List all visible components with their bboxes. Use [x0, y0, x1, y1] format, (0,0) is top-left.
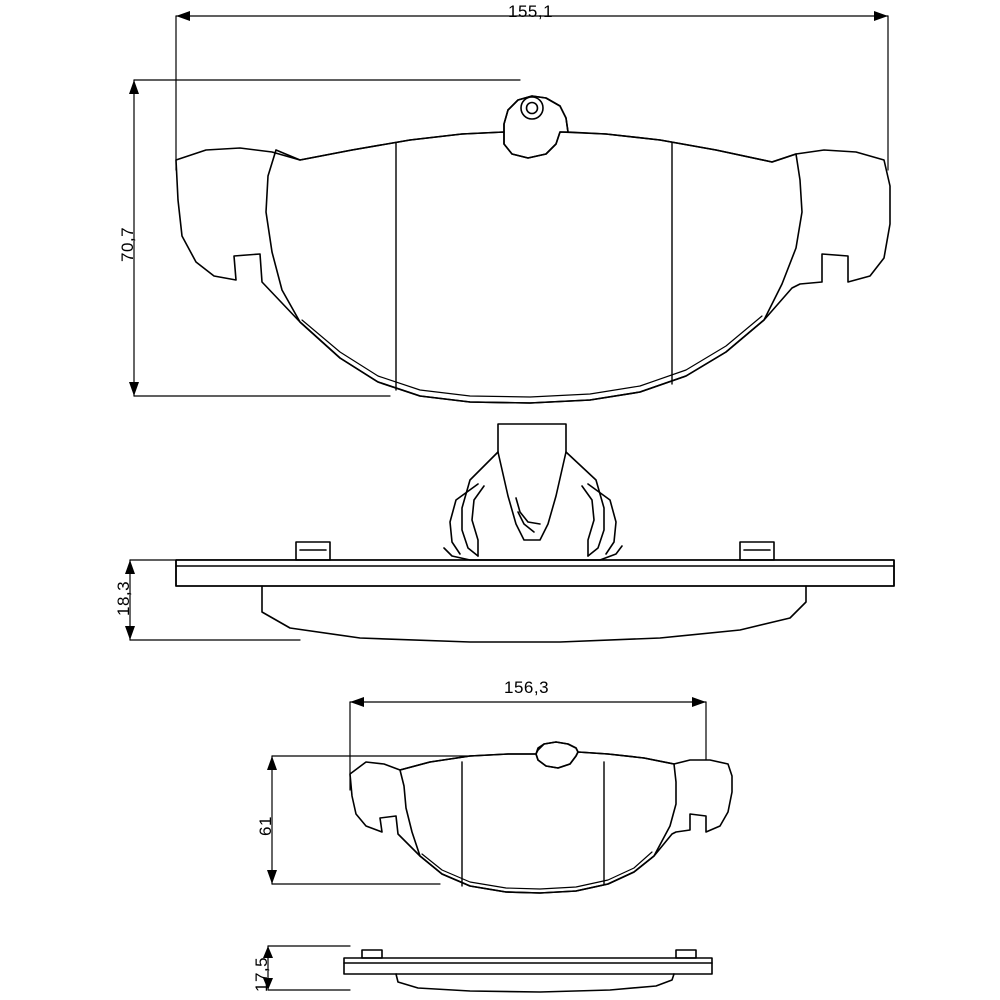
- dim-label-a-thickness: 18,3: [114, 580, 133, 616]
- pad-b-edge-tabs: [362, 950, 696, 958]
- pad-b-edge-friction: [396, 974, 674, 992]
- pad-a-edge-friction: [262, 586, 806, 642]
- dim-label-top-width: 155,1: [508, 2, 554, 21]
- pad-a-face-outline: [176, 96, 890, 403]
- pad-a-edge-spring-seat: [444, 546, 622, 560]
- dim-label-top-height: 70,7: [118, 226, 137, 262]
- pad-a-edge-tabs: [296, 542, 774, 560]
- pad-a-edge-outline: [176, 560, 894, 586]
- pad-b-edge-outline: [344, 958, 712, 974]
- dim-label-bottom-width: 156,3: [504, 678, 550, 697]
- pad-a-retaining-spring: [450, 424, 616, 556]
- dim-label-bottom-height: 61: [256, 816, 275, 836]
- dim-label-b-thickness: 17,5: [252, 956, 271, 992]
- dim-b-thickness: [263, 946, 350, 990]
